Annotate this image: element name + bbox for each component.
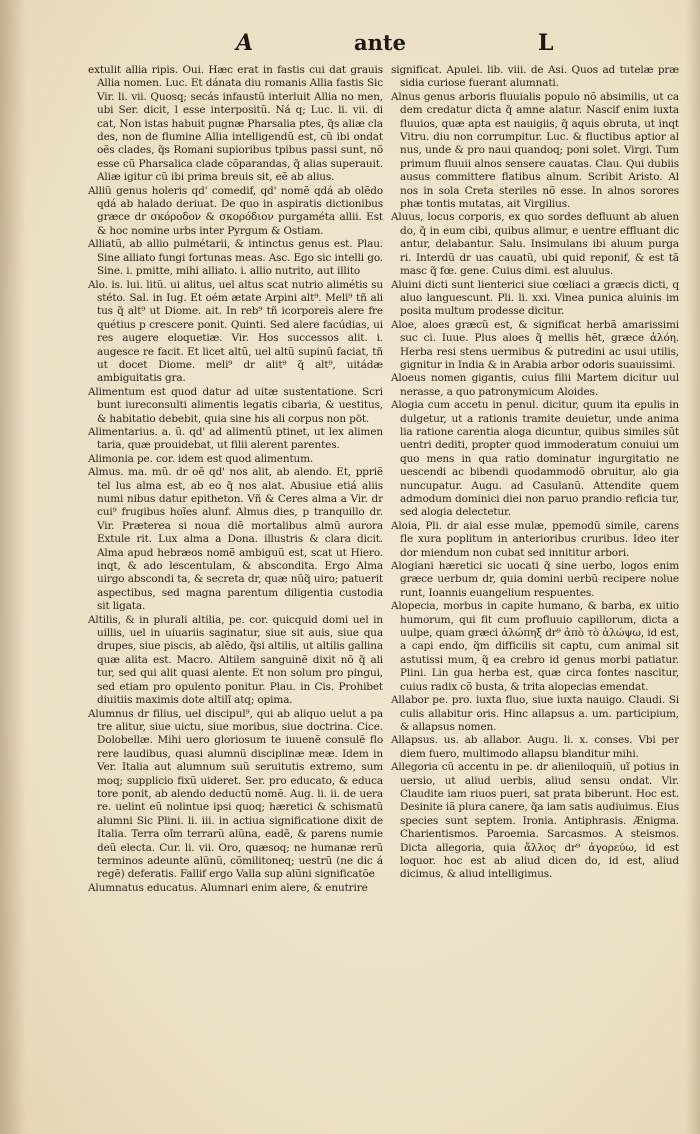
dictionary-entry: Alimentarius. a. ũ. qd' ad alimentũ ptinet, ut lex alimen taria, quæ prouidebat, ut filii alerent parentes. [88, 425, 383, 452]
dictionary-entry: Alumnatus educatus. Alumnari enim alere, & enutrire [88, 881, 368, 894]
running-head [0, 30, 700, 60]
page-title: ante [354, 30, 406, 55]
dictionary-entry: Aloe, aloes græcũ est, & significat herbã amarissimi suc ci. Iuue. Plus aloes q̃ mellis hẽt, græce ἀλόη. Herba resi stens uermibus & putredini ac usui utilis, gignitur in India & in Arabia arbor odoris suauissimi. [391, 318, 679, 371]
dictionary-entry: Alliatũ, ab allio pulmétarii, & intinctus genus est. Plau. Sine alliato fungi fortunas meas. Asc. Ego sic intelli go. Sine. i. pmitte, mihi alliato. i. allio nutrito, aut illito [88, 238, 383, 278]
header-right-initial: L [538, 30, 554, 56]
dictionary-entry: Allegoria cũ accentu in pe. dr alieniloquiũ, uĩ potius in uersio, ut aliud uerbis, aliud sensu ondat. Vir. Claudite iam riuos pueri, sat prata biberunt. Hoc est. Desinite iã plura canere, q̃a iam satis audiuimus. Eius species sunt septem. Ironia. Antiphrasis. Ænigma. Charientismos. Paroemia. Sarcasmos. A steismos. Dicta allegoria, quia ἄλλος dr⁹ ἀγορεύω, id est loquor. hoc est ab aliud dicen do, id est, aliud dicimus, & aliud intelligimus. [391, 761, 679, 881]
dictionary-entry: Alo. is. lui. litũ. ui alitus, uel altus scat nutrio alimétis su stéto. Sal. in Iug. Et oém ætate Arpini alt⁹. Meli⁹ tñ ali tus q̃ alt⁹ ut Diome. ait. In reb⁹ tñ icorporeis alere fre quétius p crescere ponit. Quinti. Sed alere facúdias, ui res augere eloquetiæ. Vir. Hos successos alit. i. augesce re facit. Et licet altũ, uel altũ supinũ faciat, tñ ut docet Diome. meli⁹ dr alit⁹ q̃ alt⁹, uitádæ ambiguitatis gra. [88, 278, 383, 385]
page-edge-shadow [686, 0, 700, 1134]
dictionary-entry: Alimonia pe. cor. idem est quod alimentum. [88, 452, 314, 465]
dictionary-entry: Aluus, locus corporis, ex quo sordes defluunt ab aluen do, q̃ in eum cibi, quibus alimur, e uentre effluant dic antur, delabantur. Salu. Insimulans ibi aluum purga ri. Interdũ dr uas cauatũ, ubi quid reponif, & est tã masc q̃ fœ. gene. Cuius dimi. est aluulus. [391, 211, 679, 278]
dictionary-entry: Alumnus dr filius, uel discipul⁹, qui ab aliquo uelut a pa tre alitur, siue uictu, siue moribus, siue doctrina. Cice. Dolobellæ. Mihi uero gloriosum te iuuenẽ consulẽ flo rere laudibus, quasi alumnũ disciplinæ meæ. Idem in Ver. Italia aut alumnum suũ seruitutis extremo, sum moq; supplicio fixũ uideret. Ser. pro educato, & educa tore ponit, ab alendo deductũ nomẽ. Aug. li. ii. de uera re. uelint eũ nolintue ipsi quoq; hæretici & schismatũ alumni Sic Plini. li. iii. in actiua significatione dixit de Italia. Terra oĩm terrarũ alũna, eadẽ, & parens numie deũ electa. Cur. li. vii. Oro, quæsoq; ne humanæ rerũ terminos adeunte alũnũ, cõmilitoneq; uestrũ (ne dic á regẽ) deferatis. Fallif ergo Valla sup alũni significatõe [88, 707, 383, 881]
dictionary-entry: Aluini dicti sunt lienterici siue cœliaci a græcis dicti, q aluo languescunt. Pli. li. xxi. Vinea punica aluinis im posita multum prodesse dicitur. [391, 278, 679, 318]
dictionary-entry: Altilis, & in plurali altilia, pe. cor. quicquid domi uel in uillis, uel in uiuariis saginatur, siue sit auis, siue qua drupes, siue piscis, ab alẽdo, q̃si altilis, ut altilis gallina quæ alita est. Macro. Altilem sanguinẽ dixit nõ q̃ ali tur, sed qui alit quasi alente. Et non solum pro pingui, sed etiam pro opulento ponitur. Plau. in Cis. Prohibet diuitiis maximis dote altilĩ atq; opima. [88, 613, 383, 707]
dictionary-entry: significat. Apulei. lib. viii. de Asi. Quos ad tutelæ præ sidia curiose fuerant alumnati. [391, 64, 679, 90]
dictionary-entry: Alogiani hæretici sic uocati q̃ sine uerbo, logos enim græce uerbum dr, quia domini uerbũ recipere nolue runt, Ioannis euangelium respuentes. [391, 560, 679, 599]
right-column [391, 64, 679, 1094]
dictionary-entry: Alimentum est quod datur ad uitæ sustentatione. Scri bunt iureconsulti alimentis legatis cibaria, & uestitus, & habitatio debebit, quia sine his ali corpus non pöt. [88, 385, 383, 425]
dictionary-entry: Aloeus nomen gigantis, cuius filii Martem dicitur uul nerasse, a quo patronymicum Aloides. [391, 372, 679, 398]
dictionary-entry: Alnus genus arboris fluuialis populo nõ absimilis, ut ca dem credatur dicta q̃ amne alatur. Nascif enim iuxta fluuios, quæ apta est nauigiis, q̃ aquis obruta, ut inqt Vitru. diu non corrumpitur. Luc. & fluctibus aptior al nus, unde & pro naui quandoq; poni solet. Virgi. Tum primum fluuii alnos sensere cauatas. Clau. Qui dubiis ausus committere flatibus alnum. Scribit Aristo. Al nos in sola Creta steriles nõ esse. In alnos sorores phæ tontis mutatas, ait Virgilius. [391, 90, 679, 211]
gutter-shadow [0, 0, 26, 1134]
header-left-initial: A [236, 30, 254, 56]
left-column [88, 64, 383, 1094]
dictionary-entry: extulit allia ripis. Oui. Hæc erat in fastis cui dat grauis Allia nomen. Luc. Et dánata diu romanis Allia fastis Sic Vir. li. vii. Quosq; secás infaustũ interluit Allia no men, ubi Ser. dicit, l esse interpositũ. Ná q; Luc. li. vii. di cat, Non istas habuit pugnæ Pharsalia ptes, q̃s aliæ cla des, non de flumine Allia intelligendũ est, cũ ibi ondat oẽs clades, q̃s Romani supioribus tpibus passi sunt, nõ esse cũ Pharsalica clade cõparandas, q̃ alias superauit. Aliæ igitur cũ ibi prima breuis sit, eẽ ab alius. [88, 64, 383, 184]
dictionary-entry: Almus. ma. mũ. dr oẽ qd' nos alit, ab alendo. Et, ppriẽ tel lus alma est, ab eo q̃ nos alat. Abusiue etiá aliis numi nibus datur epitheton. Vñ & Ceres alma a Vir. dr cui⁹ frugibus hoĩes alunf. Almus dies, p tranquillo dr. Vir. Præterea si noua diẽ mortalibus almũ aurora Extule rit. Lux alma a Dona. illustris & clara dicit. Alma apud hebræos nomẽ ambiguũ est, scat ut Hiero. inqt, & ado lescentulam, & abscondita. Ergo Alma uirgo abscondi ta, & secreta dr, quæ nũq̃ uiro; patuerit aspectibus, sed magna parentum diligentia custodia sit ligata. [88, 466, 383, 613]
dictionary-entry: Aloia, Pli. dr aial esse mulæ, ppemodũ simile, carens fle xura poplitum in anterioribus cruribus. Ideo iter dor miendum non cubat sed innititur arbori. [391, 519, 679, 559]
dictionary-entry: Alopecia, morbus in capite humano, & barba, ex uitio humorum, qui fit cum profluuio capillorum, dicta a uulpe, quam græci ἀλώπηξ dr⁹ ἀπὸ τὸ ἀλώψω, id est, a capi endo, q̃m difficilis sit captu, cum animal sit astutissi mum, q̃ ea crebro id genus morbi patiatur. Plini. Lin gua herba est, quæ circa fontes nascitur, cuius radix cõ busta, & trita alopecias emendat. [391, 600, 679, 693]
dictionary-entry: Alogia cum accetu in penul. dicitur, quum ita epulis in dulgetur, ut a rationis tramite deuietur, unde anima lia ratione carentia aloga dicuntur, quibus similes sũt uentri dediti, propter quod immoderatum conuiui um quo mens in qua ratio dominatur ingurgitatio ne uescendi ac bibendi quodammodõ obruitur, alo gia nuncupatur. Augu. ad Casulanũ. Attendite quem admodum dominici diei non paruo prandio reficia tur, sed alogia delectetur. [391, 399, 679, 519]
dictionary-entry: Allapsus. us. ab allabor. Augu. li. x. conses. Vbi per diem fuero, multimodo allapsu blanditur mihi. [391, 734, 679, 760]
dictionary-entry: Alliũ genus holeris qd' comedif, qd' nomẽ qdá ab olẽdo qdá ab halado deriuat. De quo in aspiratis dictionibus græce dr σκόροδον & σκορόδιον purgaméta allii. Est & hoc nomine urbs inter Pyrgum & Ostiam. [88, 184, 383, 237]
dictionary-entry: Allabor pe. pro. iuxta fluo, siue iuxta nauigo. Claudi. Si culis allabitur oris. Hinc allapsus a. um. participium, & allapsus nomen. [391, 694, 679, 733]
